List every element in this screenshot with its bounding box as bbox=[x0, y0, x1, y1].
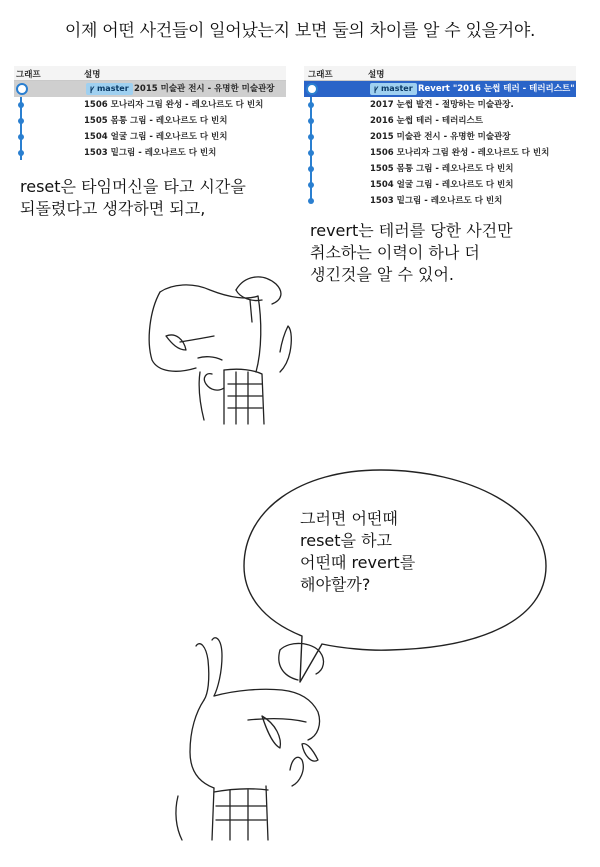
commit-message: 1506 모나리자 그림 완성 - 레오나르도 다 빈치 bbox=[84, 100, 264, 110]
branch-icon: ꝩ bbox=[90, 84, 97, 93]
col-graph-header: 그래프 bbox=[308, 70, 333, 80]
commit-message: 2015 미술관 전시 - 유명한 미술관장 bbox=[370, 132, 511, 142]
commit-message: 1503 밑그림 - 레오나르도 다 빈치 bbox=[84, 148, 217, 158]
col-graph-header: 그래프 bbox=[16, 70, 41, 80]
speech-line: 어떤때 revert를 bbox=[300, 553, 416, 572]
commit-message: 1505 몸통 그림 - 레오나르도 다 빈치 bbox=[84, 116, 228, 126]
col-desc-header: 설명 bbox=[368, 70, 385, 80]
revert-caption-line: 취소하는 이력이 하나 더 bbox=[310, 243, 480, 262]
commit-message: 2016 눈썹 테러 - 테러리스트 bbox=[370, 116, 483, 126]
branch-icon: ꝩ bbox=[374, 84, 381, 93]
branch-label: master bbox=[96, 84, 129, 93]
commit-message: 1506 모나리자 그림 완성 - 레오나르도 다 빈치 bbox=[370, 148, 550, 158]
speech-text bbox=[300, 508, 500, 596]
speech-line: reset을 하고 bbox=[300, 531, 392, 550]
commit-message: Revert "2016 눈썹 테러 - 테러리스트" bbox=[418, 84, 575, 94]
revert-caption-line: revert는 테러를 당한 사건만 bbox=[310, 221, 513, 240]
reset-caption-line: reset은 타임머신을 타고 시간을 bbox=[20, 177, 246, 196]
commit-message: 1504 얼굴 그림 - 레오나르도 다 빈치 bbox=[84, 132, 228, 142]
revert-caption-line: 생긴것을 알 수 있어. bbox=[310, 265, 454, 284]
commit-message: 2015 미술관 전시 - 유명한 미술관장 bbox=[134, 84, 275, 94]
reset-caption-line: 되돌렸다고 생각하면 되고, bbox=[20, 199, 206, 218]
commit-message: 1505 몸통 그림 - 레오나르도 다 빈치 bbox=[370, 164, 514, 174]
speech-line: 그러면 어떤때 bbox=[300, 509, 398, 528]
commit-message: 1503 밑그림 - 레오나르도 다 빈치 bbox=[370, 196, 503, 206]
col-desc-header: 설명 bbox=[84, 70, 101, 80]
character-illustration-top bbox=[149, 277, 291, 424]
speech-line: 해야할까? bbox=[300, 575, 371, 594]
commit-message: 1504 얼굴 그림 - 레오나르도 다 빈치 bbox=[370, 180, 514, 190]
commit-message: 2017 눈썹 발견 - 절망하는 미술관장. bbox=[370, 100, 514, 110]
top-caption: 이제 어떤 사건들이 일어났는지 보면 둘의 차이를 알 수 있을거야. bbox=[64, 21, 536, 41]
branch-label: master bbox=[380, 84, 413, 93]
